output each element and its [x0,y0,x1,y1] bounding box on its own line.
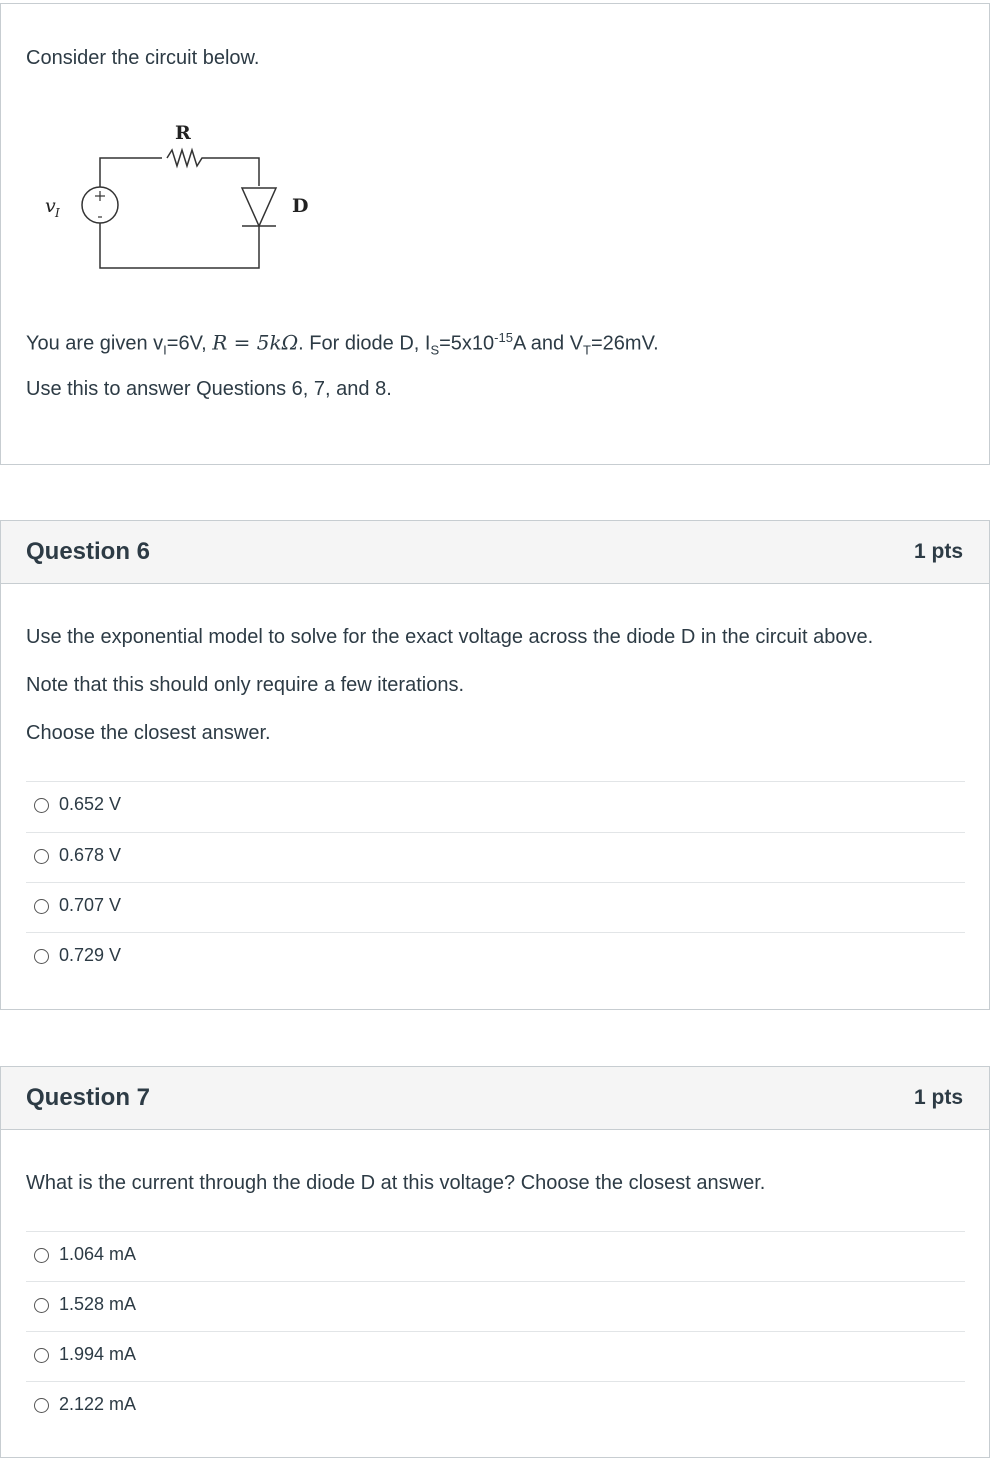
radio-button[interactable] [34,1398,49,1413]
question-header [1,1067,989,1130]
answer-option[interactable] [26,882,965,932]
radio-button[interactable] [34,849,49,864]
answer-option[interactable] [26,781,965,831]
radio-button[interactable] [34,1298,49,1313]
answer-option[interactable] [26,932,965,982]
radio-button[interactable] [34,1248,49,1263]
given-text-4: =5x10 [439,332,495,355]
answer-label[interactable]: 2.122 mA [59,1394,137,1414]
question-points: 1 pts [913,1086,963,1109]
radio-button[interactable] [34,899,49,914]
resistance-math: R = 5kΩ [212,330,299,355]
answer-option[interactable] [26,1381,965,1431]
answer-option[interactable] [26,1281,965,1331]
intro-card [0,3,990,465]
vi-subscript: I [163,342,167,358]
question-text: Use the exponential model to solve for the exact voltage across the diode D in the circuit above. [26,626,874,648]
radio-button[interactable] [34,949,49,964]
source-label: v [45,195,56,217]
intro-heading: Consider the circuit below. [26,47,260,69]
question-text: Note that this should only require a few iterations. [26,674,465,696]
radio-button[interactable] [34,1348,49,1363]
question-points: 1 pts [913,540,963,563]
answer-label[interactable]: 0.652 V [59,794,122,814]
answer-option[interactable] [26,1231,965,1281]
vt-subscript: T [583,342,591,358]
question-6-card [0,520,990,1010]
circuit-diagram [39,116,329,276]
answer-label[interactable]: 1.994 mA [59,1344,137,1364]
answer-option[interactable] [26,832,965,882]
answer-label[interactable]: 0.707 V [59,895,122,915]
use-line: Use this to answer Questions 6, 7, and 8. [26,378,392,400]
given-text-5: A and V [512,332,584,355]
radio-button[interactable] [34,798,49,813]
question-header [1,521,989,584]
answer-label[interactable]: 0.729 V [59,945,122,965]
resistor-label: R [175,122,191,144]
given-text-2: =6V, [166,332,213,355]
diode-label: D [292,195,309,217]
source-label-sub: I [55,206,60,220]
given-text-6: =26mV. [590,332,659,355]
diode-symbol [242,188,276,226]
given-values [26,330,659,358]
answer-label[interactable]: 0.678 V [59,845,122,865]
question-title: Question 7 [26,1084,151,1111]
question-7-card [0,1066,990,1458]
given-text-3: . For diode D, I [298,332,431,355]
question-title: Question 6 [26,538,151,565]
question-text: Choose the closest answer. [26,722,271,744]
answer-label[interactable]: 1.528 mA [59,1294,137,1314]
is-subscript: S [430,342,440,358]
given-text-1: You are given v [26,332,164,355]
question-text: What is the current through the diode D at this voltage? Choose the closest answer. [26,1172,766,1194]
is-exponent: -15 [494,330,513,345]
answer-label[interactable]: 1.064 mA [59,1244,137,1264]
answer-option[interactable] [26,1331,965,1381]
